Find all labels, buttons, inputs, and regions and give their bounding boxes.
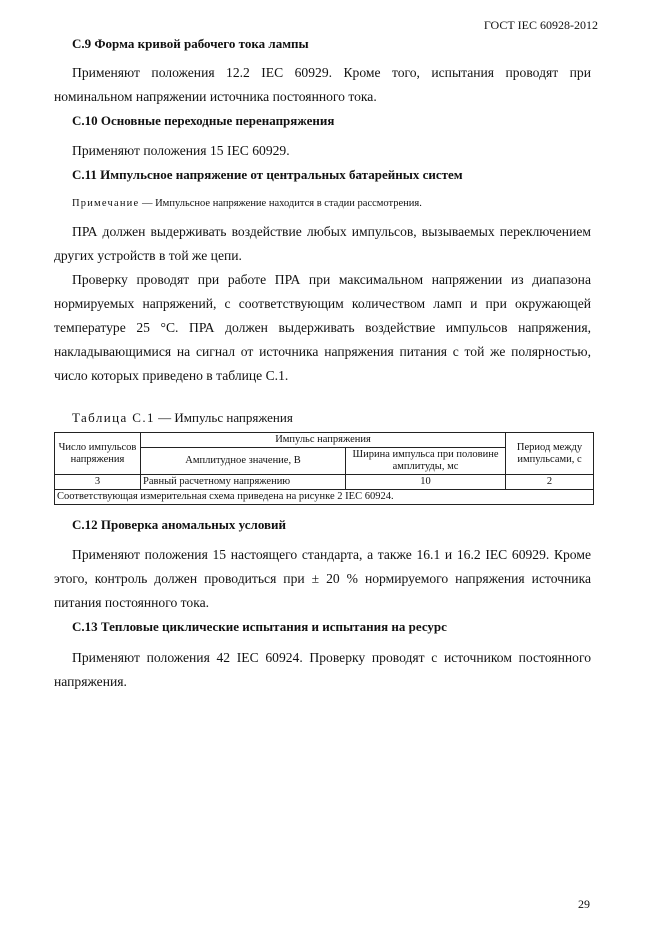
section-c10-paragraph: Применяют положения 15 IEC 60929. [72,143,290,158]
section-c11-paragraph-line: накладывающимися на сигнал от источника напряжения питания с той же полярностью, [54,344,591,359]
note-label: Примечание [72,198,140,209]
table-caption [72,410,293,426]
header-pulse-width: Ширина импульса при половине амплитуды, мс [346,448,506,475]
table-footnote: Соответствующая измерительная схема приведена на рисунке 2 IEC 60924. [55,490,594,505]
page-number: 29 [578,897,590,911]
section-c12-paragraph-line: этого, контроль должен проводиться при ± 20 % нормируемого напряжения источника [54,571,591,586]
table-header-row [55,433,594,448]
cell-amplitude: Равный расчетному напряжению [141,475,346,490]
section-c12-paragraph-line: Применяют положения 15 настоящего стандарта, а также 16.1 и 16.2 IEC 60929. Кроме [72,547,591,562]
section-c11-note [72,198,422,209]
section-c11-paragraph-line: ПРА должен выдерживать воздействие любых импульсов, вызываемых переключением [72,224,591,239]
section-c9-paragraph-line: номинальном напряжении источника постоянного тока. [54,89,377,104]
section-c11-paragraph-line: температуре 25 °С. ПРА должен выдерживать воздействие импульсов напряжения, [54,320,591,335]
page-header-standard: ГОСТ IEC 60928-2012 [483,18,598,32]
section-c13-paragraph-line: напряжения. [54,674,127,689]
section-c9-paragraph-line: Применяют положения 12.2 IEC 60929. Кроме того, испытания проводят при [72,65,591,80]
table-caption-text: — Импульс напряжения [154,410,293,425]
cell-period: 2 [506,475,594,490]
section-c11-paragraph-line: нормируемых напряжений, с соответствующим количеством ламп и при окружающей [54,296,591,311]
section-c11-title: С.11 Импульсное напряжение от центральных батарейных систем [72,167,463,182]
section-c12-paragraph-line: питания постоянного тока. [54,595,210,610]
header-amplitude: Амплитудное значение, В [141,448,346,475]
section-c10-title: С.10 Основные переходные перенапряжения [72,113,335,128]
section-c11-paragraph-line: других устройств в той же цепи. [54,248,242,263]
section-c11-paragraph-line: число которых приведено в таблице С.1. [54,368,289,383]
section-c9-title: С.9 Форма кривой рабочего тока лампы [72,36,309,51]
pulse-table [54,432,594,505]
header-pulse-count: Число импульсов напряжения [55,433,141,475]
section-c12-title: С.12 Проверка аномальных условий [72,517,286,532]
table-footnote-row [55,490,594,505]
cell-count: 3 [55,475,141,490]
header-period: Период между импульсами, с [506,433,594,475]
cell-width: 10 [346,475,506,490]
section-c13-paragraph-line: Применяют положения 42 IEC 60924. Проверку проводят с источником постоянного [72,650,591,665]
section-c11-paragraph-line: Проверку проводят при работе ПРА при максимальном напряжении из диапазона [72,272,591,287]
section-c13-title: С.13 Тепловые циклические испытания и испытания на ресурс [72,619,447,634]
table-row [55,475,594,490]
header-pulse-voltage: Импульс напряжения [141,433,506,448]
table-caption-label: Таблица С.1 [72,410,155,425]
note-text: — Импульсное напряжение находится в стадии рассмотрения. [139,198,422,209]
